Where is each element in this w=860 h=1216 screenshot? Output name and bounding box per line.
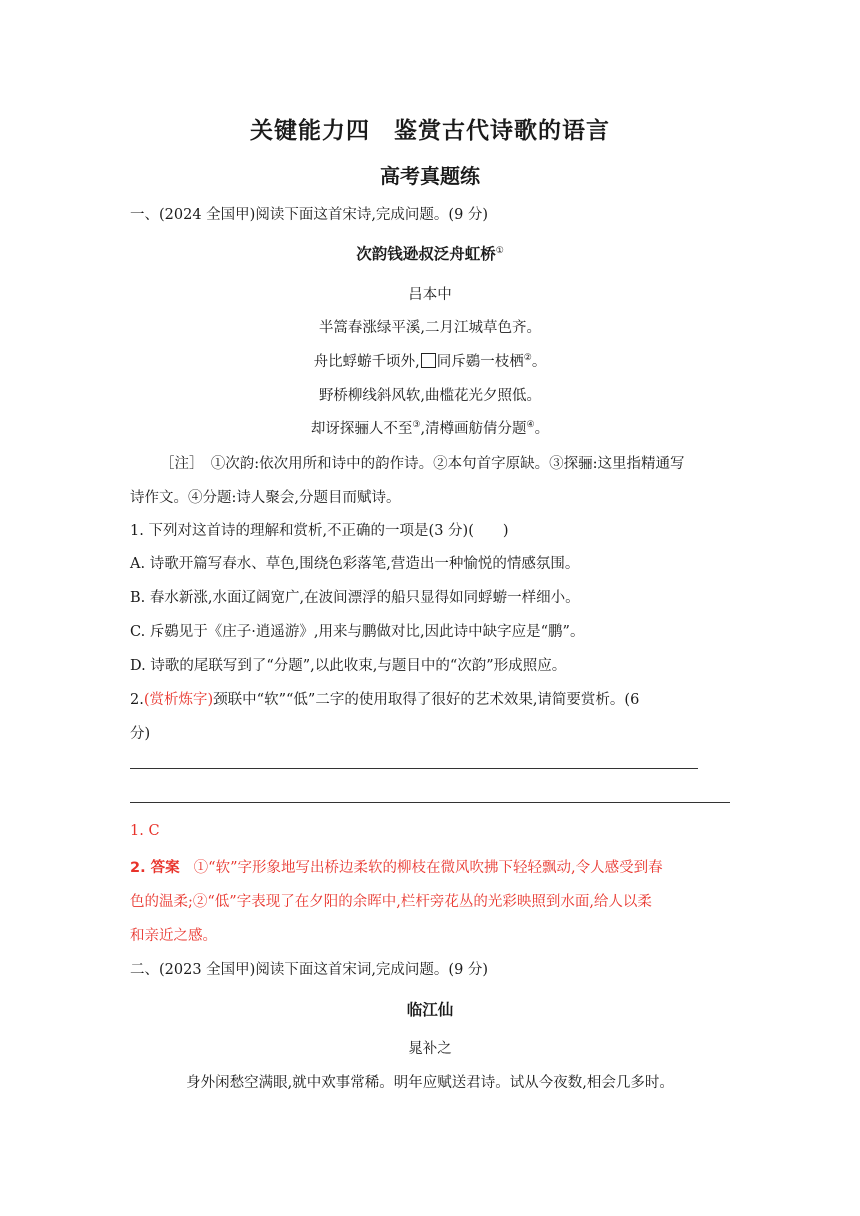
footnote-mark: ④ bbox=[526, 420, 535, 431]
poem-title-text: 临江仙 bbox=[406, 1001, 454, 1019]
poem-line-2 bbox=[0, 350, 860, 371]
question-intro-2: 二、(2023 全国甲)阅读下面这首宋词,完成问题。(9 分) bbox=[130, 962, 489, 978]
answer-line bbox=[130, 802, 730, 803]
poem-line-2-end: 。 bbox=[531, 354, 547, 370]
poem-line-3: 野桥柳线斜风软,曲槛花光夕照低。 bbox=[318, 388, 542, 404]
answer-1: 1. C bbox=[130, 823, 160, 839]
page-title: 关键能力四 鉴赏古代诗歌的语言 bbox=[250, 118, 610, 144]
answer-line bbox=[130, 768, 698, 769]
question-2-number: 2. bbox=[130, 692, 144, 708]
poem-title-1 bbox=[0, 242, 860, 264]
poem-line-4-end: 。 bbox=[534, 421, 550, 437]
annotation-line-2: 诗作文。④分题:诗人聚会,分题目而赋诗。 bbox=[130, 490, 401, 506]
answer-2-text: ①“软”字形象地写出桥边柔软的柳枝在微风吹拂下轻轻飘动,令人感受到春 bbox=[193, 860, 663, 876]
footnote-mark: ③ bbox=[412, 420, 421, 431]
question-2 bbox=[130, 688, 639, 709]
footnote-mark: ① bbox=[495, 246, 504, 257]
poem-line-2-after: 同斥鷃一枝栖 bbox=[436, 354, 524, 370]
annotation-line-1: ［注］ ①次韵:依次用所和诗中的韵作诗。②本句首字原缺。③探骊:这里指精通写 bbox=[160, 456, 685, 472]
poem-line-1: 半篙春涨绿平溪,二月江城草色齐。 bbox=[318, 320, 542, 336]
question-2-continuation: 分) bbox=[130, 726, 151, 742]
option-a: A. 诗歌开篇写春水、草色,围绕色彩落笔,营造出一种愉悦的情感氛围。 bbox=[130, 556, 580, 572]
answer-2-line-2: 色的温柔;②“低”字表现了在夕阳的余晖中,栏杆旁花丛的光彩映照到水面,给人以柔 bbox=[130, 894, 652, 910]
section-subtitle: 高考真题练 bbox=[380, 164, 480, 188]
option-b: B. 春水新涨,水面辽阔宽广,在波间漂浮的船只显得如同蜉蝣一样细小。 bbox=[130, 590, 580, 606]
question-1: 1. 下列对这首诗的理解和赏析,不正确的一项是(3 分)( ) bbox=[130, 523, 509, 539]
question-intro-1: 一、(2024 全国甲)阅读下面这首宋诗,完成问题。(9 分) bbox=[130, 207, 489, 223]
poem-line-4-before: 却讶探骊人不至 bbox=[310, 421, 413, 437]
answer-2-label: 2. 答案 bbox=[130, 860, 180, 876]
footnote-mark: ② bbox=[523, 353, 532, 364]
poem-2-line-1: 身外闲愁空满眼,就中欢事常稀。明年应赋送君诗。试从今夜数,相会几多时。 bbox=[186, 1075, 674, 1091]
question-2-tag: (赏析炼字) bbox=[143, 692, 214, 708]
poem-line-4-mid: ,清樽画舫倩分题 bbox=[420, 421, 527, 437]
poem-author-2: 晁补之 bbox=[408, 1041, 452, 1057]
poem-line-4 bbox=[0, 417, 860, 438]
poem-line-2-before: 舟比蜉蝣千顷外, bbox=[313, 354, 420, 370]
question-2-text: 颈联中“软”“低”二字的使用取得了很好的艺术效果,请简要赏析。(6 bbox=[213, 692, 640, 708]
missing-character-box bbox=[421, 353, 436, 368]
answer-2-line-3: 和亲近之感。 bbox=[130, 928, 217, 944]
answer-2-line-1 bbox=[130, 856, 663, 877]
option-c: C. 斥鷃见于《庄子·逍遥游》,用来与鹏做对比,因此诗中缺字应是“鹏”。 bbox=[130, 624, 585, 640]
poem-title-2 bbox=[0, 998, 860, 1020]
option-d: D. 诗歌的尾联写到了“分题”,以此收束,与题目中的“次韵”形成照应。 bbox=[130, 658, 567, 674]
poem-author-1: 吕本中 bbox=[408, 287, 452, 303]
poem-title-text: 次韵钱逊叔泛舟虹桥 bbox=[356, 245, 496, 263]
